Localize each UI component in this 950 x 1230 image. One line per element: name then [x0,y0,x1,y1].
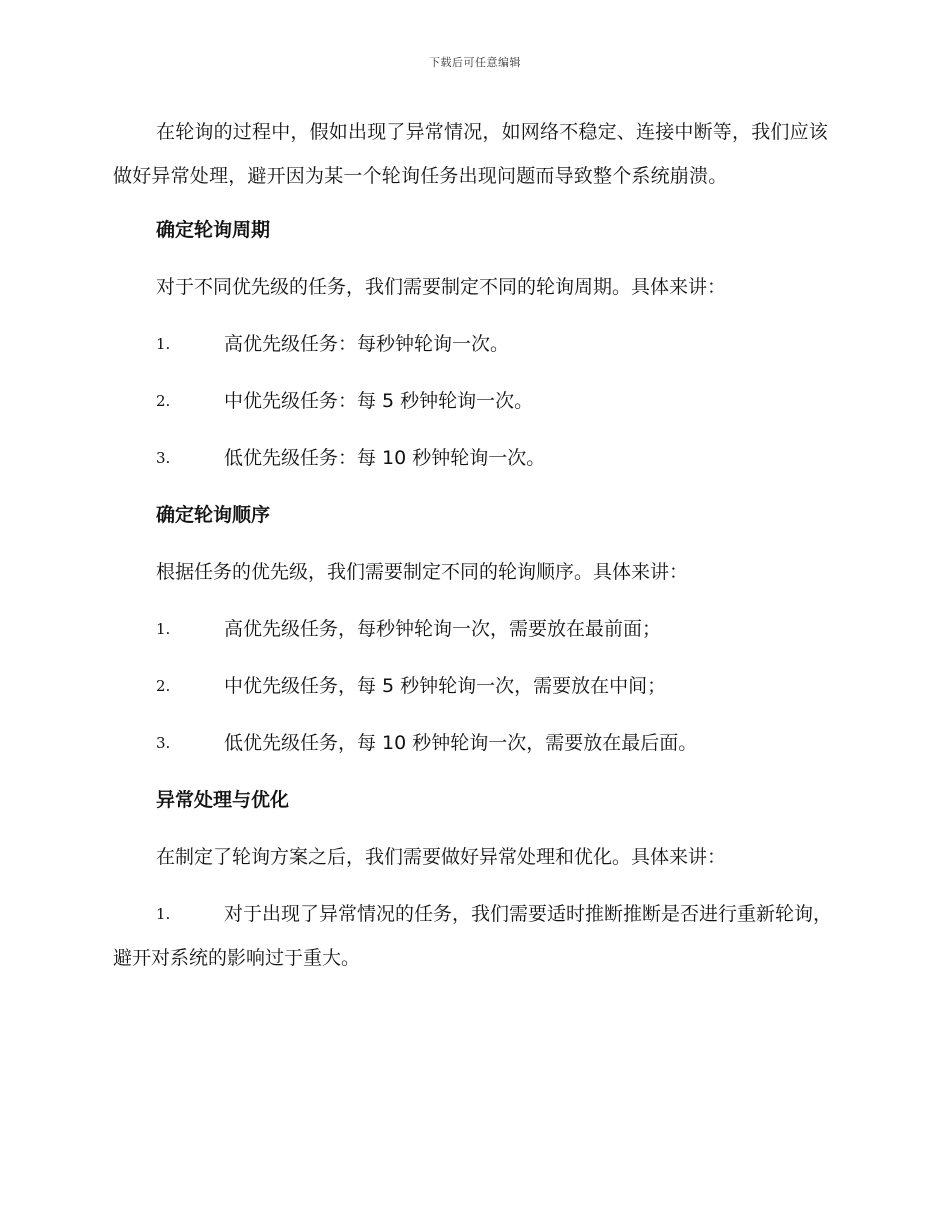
section-heading-row [113,202,833,259]
list-item-text: 高优先级任务：每秒钟轮询一次。 [224,333,510,355]
list-item [113,316,833,373]
list-number: 3. [156,734,171,752]
section-heading: 异常处理与优化 [156,789,290,811]
section-lead [113,829,833,886]
section-lead [113,259,833,316]
list-number: 2. [156,392,171,410]
header-note: 下载后可任意编辑 [429,56,521,69]
list-item [113,886,833,980]
intro-paragraph: 在轮询的过程中，假如出现了异常情况，如网络不稳定、连接中断等，我们应该做好异常处理，避开因为某一个轮询任务出现问题而导致整个系统崩溃。 [113,121,829,187]
list-item [113,715,833,772]
list-item-text: 中优先级任务，每 5 秒钟轮询一次，需要放在中间； [224,675,667,697]
list-item-text: 低优先级任务：每 10 秒钟轮询一次。 [224,447,546,469]
list-item [113,430,833,487]
section-heading: 确定轮询顺序 [156,504,271,526]
list-item [113,658,833,715]
section-heading-row [113,772,833,829]
section-heading-row [113,487,833,544]
document-body [113,110,833,980]
list-item-text: 高优先级任务，每秒钟轮询一次，需要放在最前面； [224,618,662,640]
section-lead-text: 在制定了轮询方案之后，我们需要做好异常处理和优化。具体来讲： [156,846,727,868]
section-lead-text: 对于不同优先级的任务，我们需要制定不同的轮询周期。具体来讲： [156,276,727,298]
list-item-text: 中优先级任务：每 5 秒钟轮询一次。 [224,390,534,412]
section-lead [113,544,833,601]
list-number: 2. [156,677,171,695]
list-number: 1. [156,335,171,353]
list-number: 1. [156,905,171,923]
list-number: 3. [156,449,171,467]
list-item [113,601,833,658]
section-lead-text: 根据任务的优先级，我们需要制定不同的轮询顺序。具体来讲： [156,561,689,583]
list-number: 1. [156,620,171,638]
section-heading: 确定轮询周期 [156,219,271,241]
list-item-text: 低优先级任务，每 10 秒钟轮询一次，需要放在最后面。 [224,732,698,754]
list-item-text: 对于出现了异常情况的任务，我们需要适时推断推断是否进行重新轮询，避开对系统的影响过于重大。 [113,903,833,969]
list-item [113,373,833,430]
